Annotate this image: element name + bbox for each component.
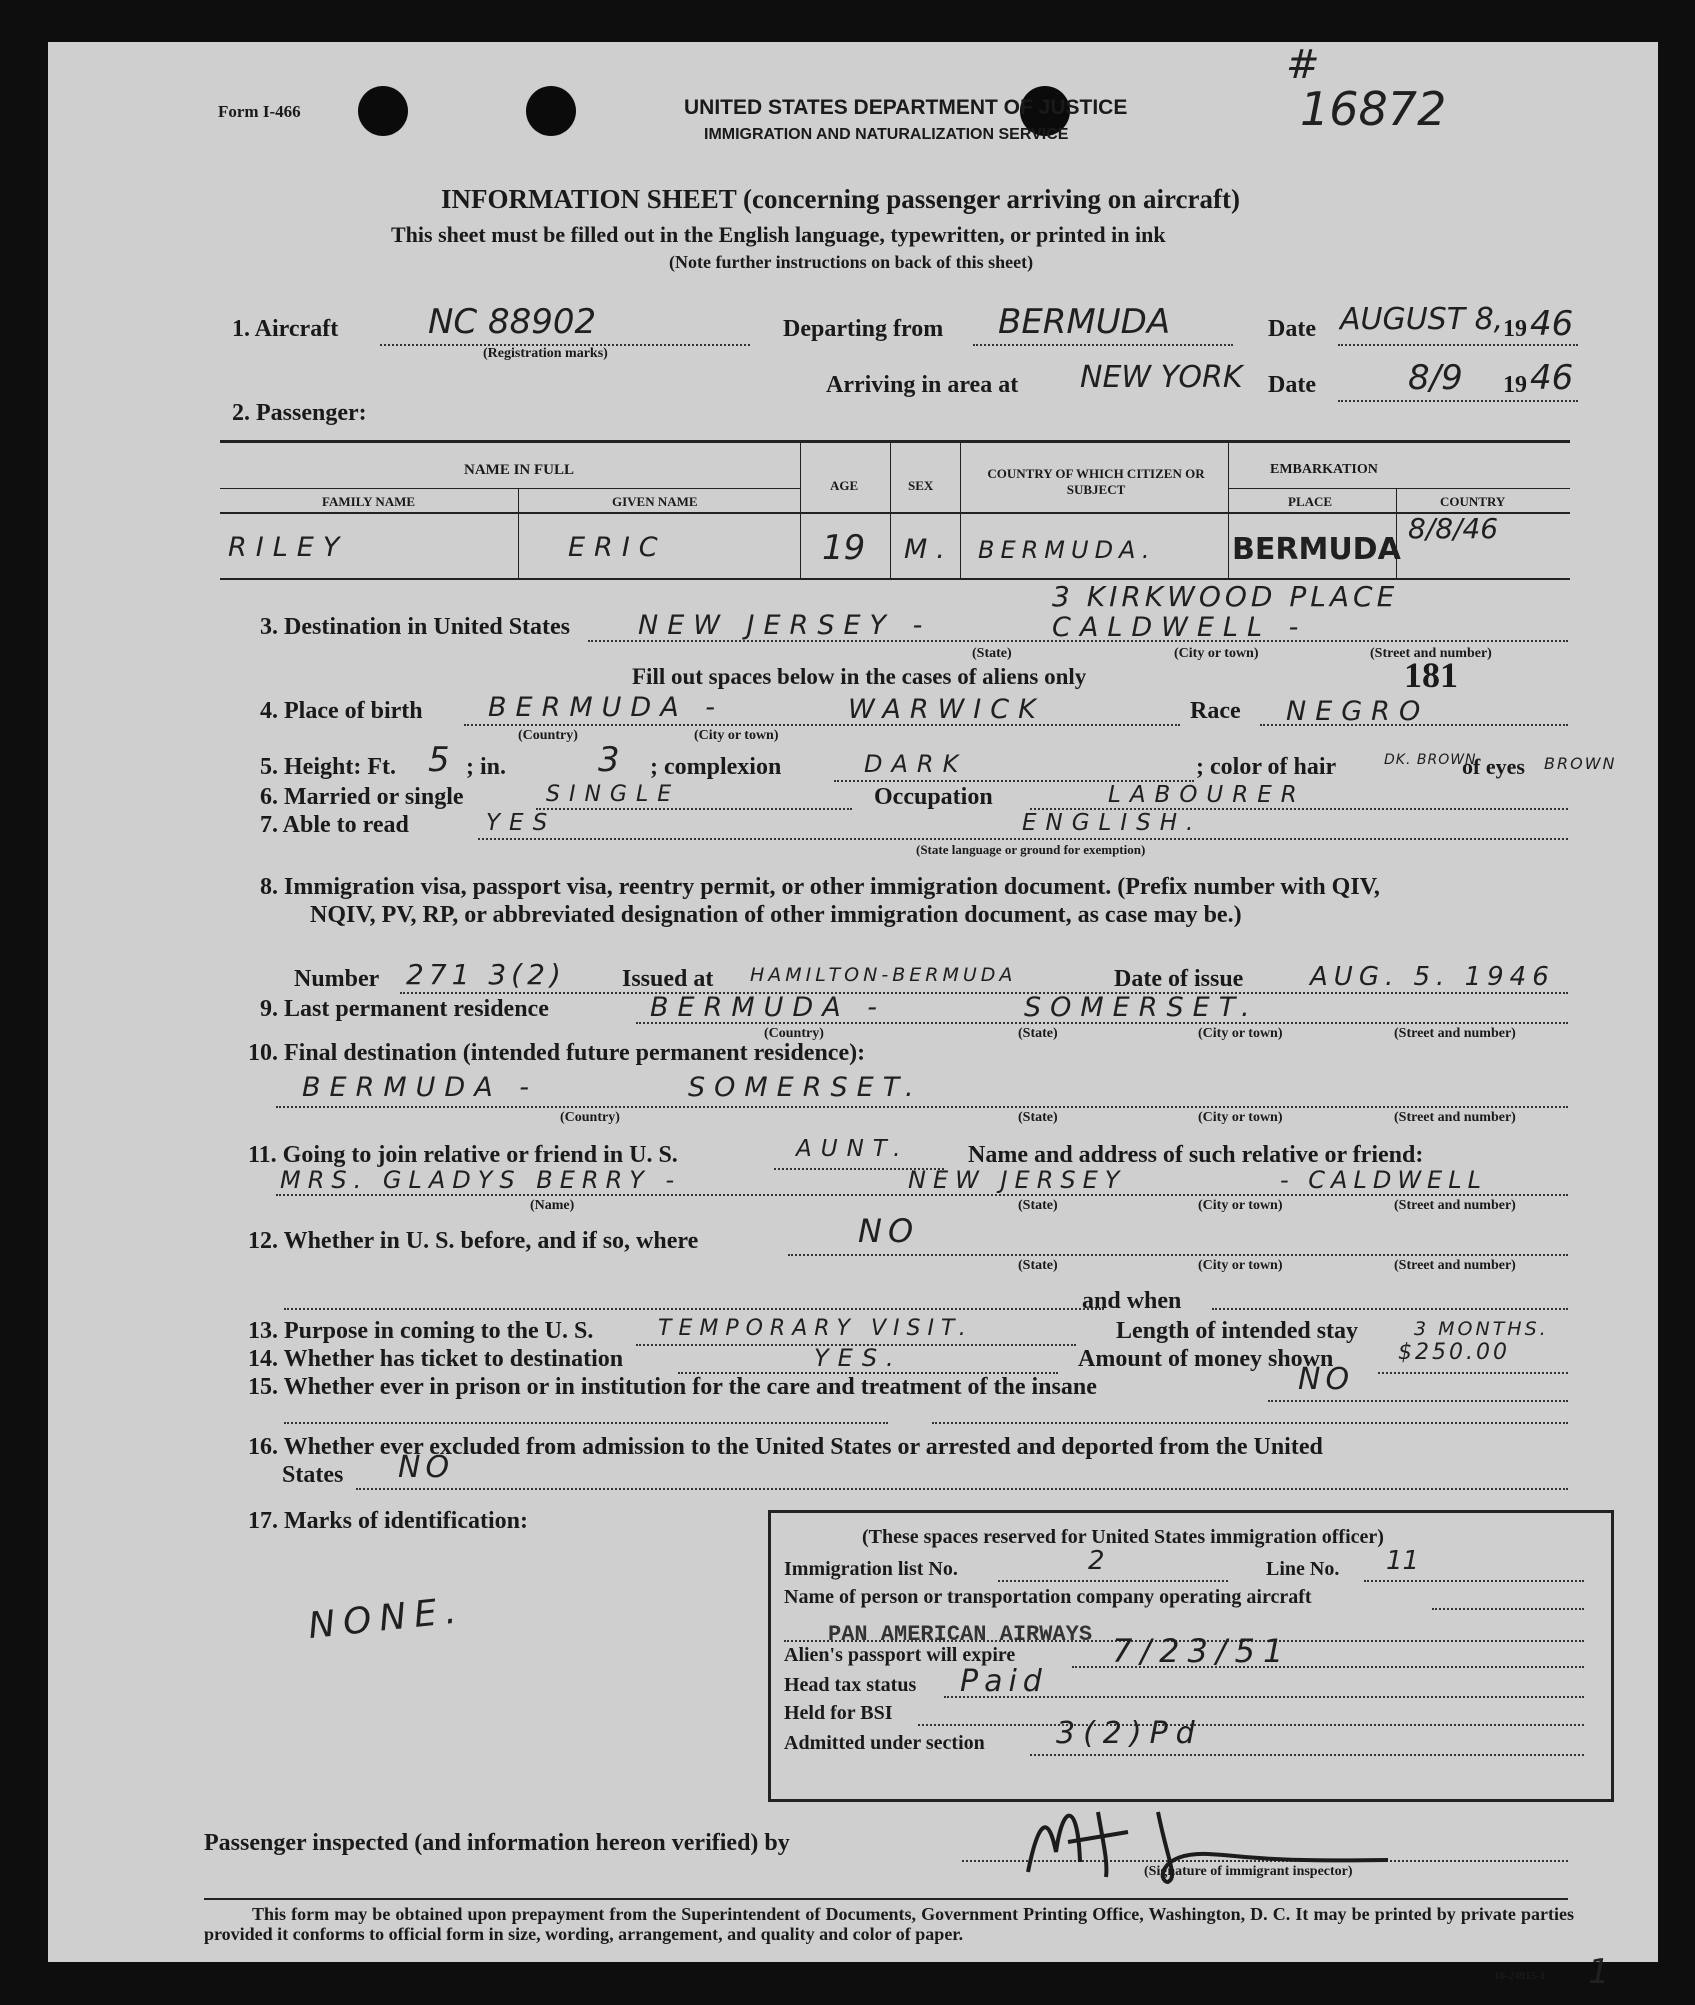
q17-marks-label: 17. Marks of identification: [248,1508,528,1534]
aircraft-sub: (Registration marks) [483,346,608,361]
q16-value[interactable]: NO [398,1450,455,1485]
q8-line1: 8. Immigration visa, passport visa, reentry permit, or other immigration document. (Prefix number with QIV, [260,874,1380,900]
line-no-label: Line No. [1266,1558,1340,1580]
col-given-name: GIVEN NAME [612,494,698,509]
cell-embark-place[interactable]: BERMUDA [1232,532,1401,567]
footer-text: This form may be obtained upon prepayment from the Superintendent of Documents, Government Printing Office, Washington, D. C. It may be printed by private parties provided it conforms to official form in size, wording, arrangement, and quality and color of paper. [204,1904,1574,1944]
corner-mark: 1 [1588,1952,1610,1992]
arrival-date-label: Date [1268,372,1316,398]
col-embarkation: EMBARKATION [1270,462,1378,477]
q9-residence-label: 9. Last permanent residence [260,996,549,1022]
date-of-issue-value[interactable]: AUG. 5. 1946 [1310,962,1555,992]
file-number-hash: # [1286,42,1320,88]
company-value[interactable]: PAN AMERICAN AIRWAYS [828,1622,1093,1647]
q6-married-label: 6. Married or single [260,784,464,810]
q3-sub-state: (State) [972,646,1012,661]
cell-given-name[interactable]: ERIC [568,532,667,563]
q11-sub-state: (State) [1018,1198,1058,1213]
eyes-value[interactable]: BROWN [1544,754,1617,773]
name-address-label: Name and address of such relative or friend: [968,1142,1424,1168]
head-tax-value[interactable]: Paid [960,1664,1048,1699]
residence-country[interactable]: BERMUDA - [650,992,886,1023]
q9-sub-city: (City or town) [1198,1026,1283,1041]
head-tax-label: Head tax status [784,1674,917,1696]
relative-city[interactable]: - CALDWELL [1280,1166,1487,1194]
q12-sub-state: (State) [1018,1258,1058,1273]
complexion-value[interactable]: DARK [864,750,968,778]
aircraft-value[interactable]: NC 88902 [428,302,597,342]
purpose-value[interactable]: TEMPORARY VISIT. [658,1316,973,1341]
col-age: AGE [830,478,859,493]
height-ft[interactable]: 5 [428,740,450,780]
q4-birth-label: 4. Place of birth [260,698,423,724]
occupation-label: Occupation [874,784,993,810]
q5-height-label: 5. Height: Ft. [260,754,396,780]
inches-label: ; in. [466,754,507,780]
punch-hole [358,86,408,136]
destination-state[interactable]: NEW JERSEY - [638,610,932,641]
inspected-label: Passenger inspected (and information hereon verified) by [204,1830,790,1856]
q4-sub-country: (Country) [518,728,578,743]
form-sheet [48,42,1658,1992]
passport-expire-value[interactable]: 7/23/51 [1112,1632,1292,1670]
company-label: Name of person or transportation company operating aircraft [784,1586,1312,1608]
passport-expire-label: Alien's passport will expire [784,1644,1016,1666]
visa-number-label: Number [294,966,380,992]
complexion-label: ; complexion [650,754,782,780]
hair-label: ; color of hair [1196,754,1337,780]
relation-value[interactable]: AUNT. [796,1136,910,1162]
q9-sub-state: (State) [1018,1026,1058,1041]
q10-sub-state: (State) [1018,1110,1058,1125]
q15-value[interactable]: NO [1298,1362,1355,1397]
footer-code: 16-24915-1 [1494,1970,1546,1982]
q4-sub-city: (City or town) [694,728,779,743]
q16-line2: States [282,1462,344,1488]
stay-value[interactable]: 3 MONTHS. [1414,1318,1549,1340]
ticket-value[interactable]: YES. [814,1344,903,1372]
sheet-note: (Note further instructions on back of this sheet) [669,252,1034,272]
departing-value[interactable]: BERMUDA [998,302,1171,342]
q13-purpose-label: 13. Purpose in coming to the U. S. [248,1318,594,1344]
money-label: Amount of money shown [1078,1346,1334,1372]
final-place[interactable]: SOMERSET. [688,1072,923,1103]
birth-country[interactable]: BERMUDA - [488,692,724,723]
eyes-label: of eyes [1462,754,1525,779]
birth-city[interactable]: WARWICK [848,694,1045,725]
col-family-name: FAMILY NAME [322,494,416,509]
race-value[interactable]: NEGRO [1286,696,1430,727]
arriving-label: Arriving in area at [826,372,1019,398]
q8-line2: NQIV, PV, RP, or abbreviated designation of other immigration document, as case may be.) [310,902,1242,928]
line-no-value[interactable]: 11 [1386,1546,1420,1576]
sheet-title: INFORMATION SHEET (concerning passenger arriving on aircraft) [441,184,1240,214]
departing-label: Departing from [783,316,944,342]
cell-country[interactable]: BERMUDA. [978,536,1156,564]
race-label: Race [1190,698,1241,724]
col-country: COUNTRY OF WHICH CITIZEN OR SUBJECT [987,466,1205,497]
q7-sub: (State language or ground for exemption) [916,842,1146,857]
q9-sub-country: (Country) [764,1026,824,1041]
q10-sub-city: (City or town) [1198,1110,1283,1125]
q11-join-label: 11. Going to join relative or friend in U. S. [248,1142,678,1168]
section-value[interactable]: 3(2)Pd [1056,1716,1203,1751]
aliens-only-note: Fill out spaces below in the cases of aliens only [632,664,1087,689]
q11-sub-name: (Name) [530,1198,575,1213]
destination-city[interactable]: CALDWELL - [1052,612,1308,643]
sheet-instructions: This sheet must be filled out in the English language, typewritten, or printed in ink [391,222,1166,247]
q3-sub-street: (Street and number) [1370,646,1492,661]
cell-sex[interactable]: M. [904,534,954,565]
departure-date[interactable]: AUGUST 8, [1340,302,1504,337]
height-in[interactable]: 3 [598,740,620,780]
date-label: Date [1268,316,1316,342]
q12-value[interactable]: NO [858,1212,920,1250]
service-title: IMMIGRATION AND NATURALIZATION SERVICE [704,126,1069,143]
money-value[interactable]: $250.00 [1398,1340,1510,1365]
department-title: UNITED STATES DEPARTMENT OF JUSTICE [684,96,1128,119]
cell-embark-date[interactable]: 8/8/46 [1408,512,1499,545]
section-label: Admitted under section [784,1732,985,1754]
visa-number[interactable]: 271 3(2) [406,958,566,991]
q3-sub-city: (City or town) [1174,646,1259,661]
q3-destination-label: 3. Destination in United States [260,614,571,640]
q2-passenger-label: 2. Passenger: [232,400,367,426]
arriving-value[interactable]: NEW YORK [1080,360,1243,395]
hair-value[interactable]: DK. BROWN [1384,752,1477,768]
issued-at-value[interactable]: HAMILTON-BERMUDA [750,964,1017,986]
q14-ticket-label: 14. Whether has ticket to destination [248,1346,624,1372]
final-country[interactable]: BERMUDA - [302,1072,538,1103]
punch-hole [526,86,576,136]
q9-sub-street: (Street and number) [1394,1026,1516,1041]
relative-name[interactable]: MRS. GLADYS BERRY - [280,1166,682,1194]
form-number: Form I-466 [218,102,301,121]
date-of-issue-label: Date of issue [1114,966,1244,992]
q10-sub-street: (Street and number) [1394,1110,1516,1125]
q1-aircraft-label: 1. Aircraft [232,316,339,342]
stay-label: Length of intended stay [1116,1318,1359,1344]
q11-sub-street: (Street and number) [1394,1198,1516,1213]
occupation-value[interactable]: LABOURER [1108,782,1306,808]
q12-sub-street: (Street and number) [1394,1258,1516,1273]
q10-final-label: 10. Final destination (intended future permanent residence): [248,1040,866,1066]
list-no-label: Immigration list No. [784,1558,958,1580]
list-no-value[interactable]: 2 [1088,1546,1105,1576]
inspector-signature-sub: (Signature of immigrant inspector) [1144,1864,1353,1879]
cell-family-name[interactable]: RILEY [228,532,349,563]
q16-line1: 16. Whether ever excluded from admission to the United States or arrested and deported from the United [248,1434,1323,1460]
q10-sub-country: (Country) [560,1110,620,1125]
destination-street[interactable]: 3 KIRKWOOD PLACE [1052,580,1399,613]
q7-read-label: 7. Able to read [260,812,409,838]
officer-box-title: (These spaces reserved for United States immigration officer) [862,1526,1384,1548]
q12-label: 12. Whether in U. S. before, and if so, where [248,1228,699,1254]
departure-year[interactable]: 46 [1530,304,1574,344]
q12-sub-city: (City or town) [1198,1258,1283,1273]
stamp-number: 181 [1404,655,1458,695]
bsi-label: Held for BSI [784,1702,893,1724]
issued-at-label: Issued at [622,966,714,992]
and-when-label: and when [1082,1288,1182,1314]
marital-status[interactable]: SINGLE [546,782,681,807]
col-name-in-full: NAME IN FULL [464,462,575,478]
col-sex: SEX [908,478,934,493]
file-number: 16872 [1300,82,1447,136]
arrival-date[interactable]: 8/9 [1408,358,1463,398]
arrival-year[interactable]: 46 [1530,358,1574,398]
q11-sub-city: (City or town) [1198,1198,1283,1213]
read-language[interactable]: ENGLISH. [1022,810,1203,836]
col-place: PLACE [1288,494,1333,509]
q17-value[interactable]: NONE. [306,1589,467,1648]
year-prefix: 19 [1503,316,1527,342]
relative-state[interactable]: NEW JERSEY [908,1166,1127,1194]
residence-state[interactable]: SOMERSET. [1024,992,1259,1023]
able-to-read[interactable]: YES [486,810,557,836]
arrival-year-prefix: 19 [1503,372,1527,398]
q15-label: 15. Whether ever in prison or in institution for the care and treatment of the insane [248,1374,1097,1400]
col-embark-country: COUNTRY [1440,494,1506,509]
cell-age[interactable]: 19 [822,528,866,568]
